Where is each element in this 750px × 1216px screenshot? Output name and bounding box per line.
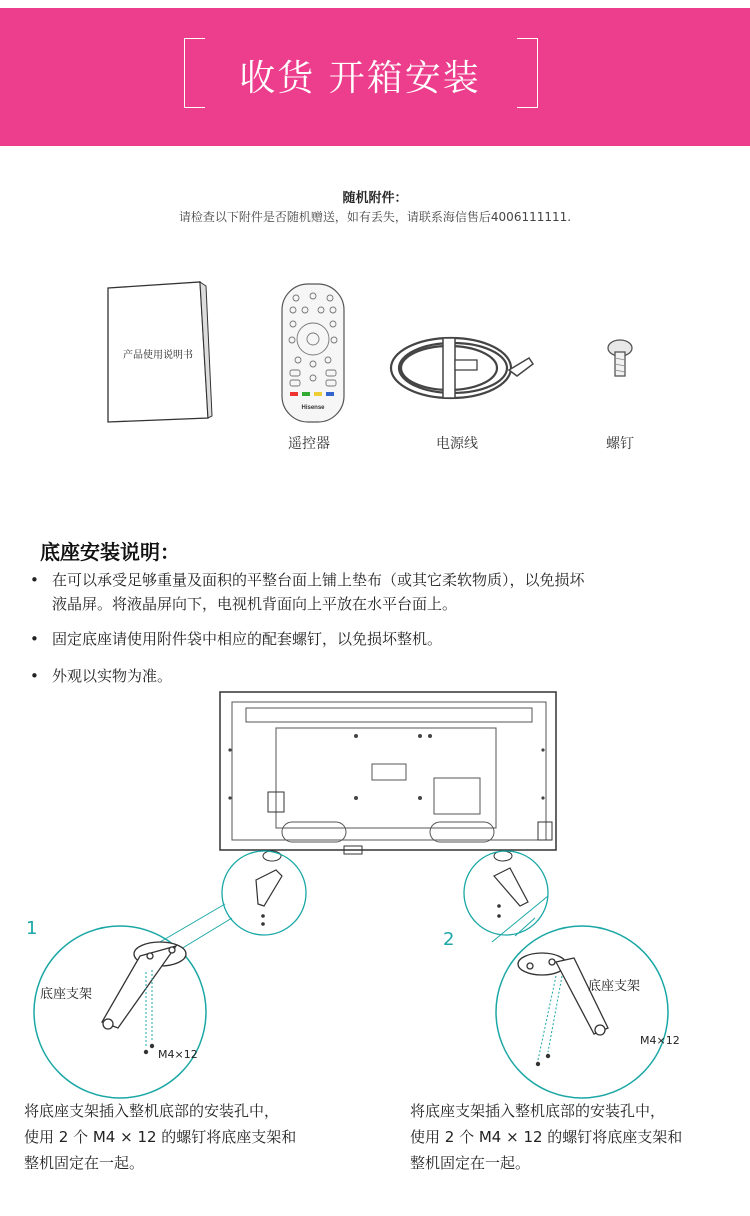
stand-label-2: 底座支架 [588,979,641,994]
remote-control-image [278,282,348,424]
manual-label: 产品使用说明书 [123,350,193,361]
stand-label-1: 底座支架 [40,987,93,1002]
tv-back-diagram [0,680,750,1100]
remote-label: 遥控器 [288,436,330,452]
page-title: 收货 开箱安装 [239,58,481,99]
remote-brand-text: Hisense [301,405,325,411]
step-1-caption: 将底座支架插入整机底部的安装孔中， 使用 2 个 M4 × 12 的螺钉将底座支架和 整机固定在一起。 [24,1102,297,1172]
power-cord-label: 电源线 [436,436,478,452]
install-section-title: 底座安装说明： [40,540,180,564]
instruction-bullet-1: • 在可以承受足够重量及面积的平整台面上铺上垫布（或其它柔软物质），以免损坏 液晶屏。将液晶屏向下，电视机背面向上平放在水平台面上。 [30,571,585,613]
screw-image [600,338,640,382]
screw-label: 螺钉 [606,436,634,452]
accessories-title: 随机附件： [342,191,408,206]
step-1-number: 1 [26,918,38,939]
accessories-subtitle: 请检查以下附件是否随机赠送，如有丢失，请联系海信售后4006111111. [178,210,572,224]
screw-spec-2: M4×12 [640,1034,680,1047]
step-2-number: 2 [443,929,455,950]
step-2-caption: 将底座支架插入整机底部的安装孔中， 使用 2 个 M4 × 12 的螺钉将底座支架和 整机固定在一起。 [410,1102,683,1172]
screw-spec-1: M4×12 [158,1048,198,1061]
power-cord-image [383,330,543,406]
